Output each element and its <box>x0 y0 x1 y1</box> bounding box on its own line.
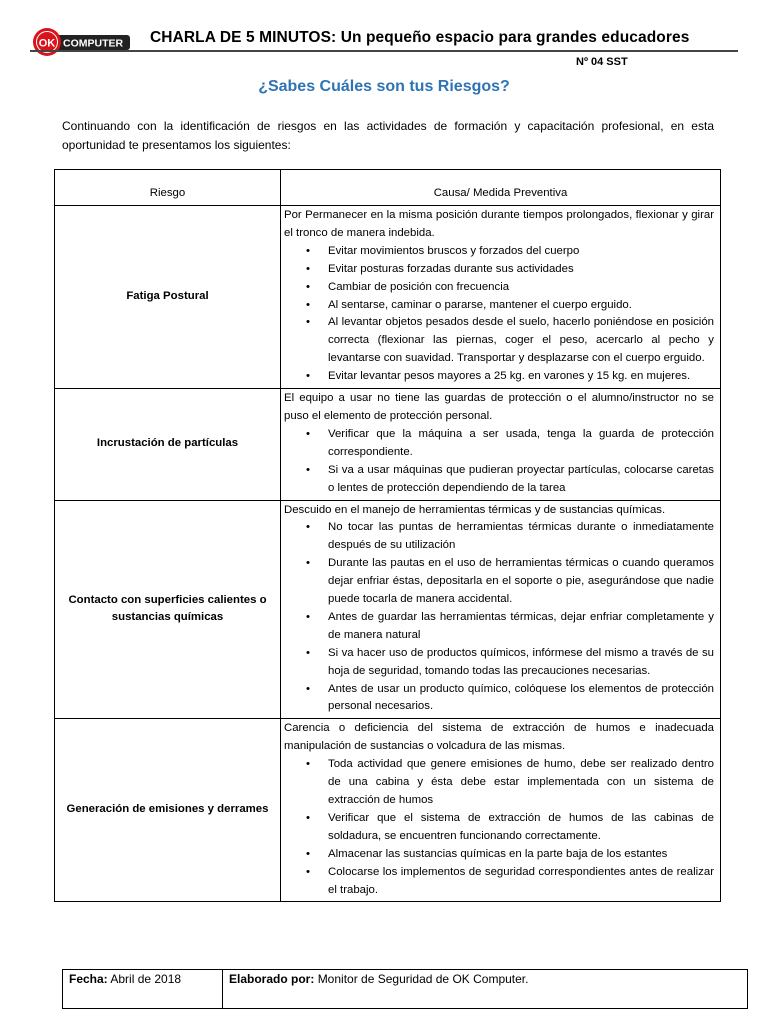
risk-measures-cell <box>281 389 721 500</box>
footer-table <box>62 969 748 1009</box>
header-title: CHARLA DE 5 MINUTOS: Un pequeño espacio para grandes educadores <box>150 29 690 46</box>
risk-table-body <box>55 206 721 902</box>
list-item: • Verificar que el sistema de extracción de humos de las cabinas de soldadura, se encuentren funcionando correctamente. <box>306 810 714 846</box>
risk-name: Contacto con superficies calientes o sustancias químicas <box>55 500 281 719</box>
table-row <box>55 206 721 389</box>
svg-text:COMPUTER: COMPUTER <box>63 37 124 50</box>
measure-list <box>306 756 714 899</box>
risk-name: Generación de emisiones y derrames <box>55 719 281 902</box>
table-row <box>55 389 721 500</box>
date-value: Abril de 2018 <box>110 972 182 986</box>
list-item: • Verificar que la máquina a ser usada, tenga la guarda de protección correspondiente. <box>306 426 714 462</box>
risk-cause: Por Permanecer en la misma posición durante tiempos prolongados, flexionar y girar el tronco de manera indebida. <box>284 209 714 239</box>
list-item: • Evitar levantar pesos mayores a 25 kg. en varones y 15 kg. en mujeres. <box>306 368 714 386</box>
list-item: • Colocarse los implementos de seguridad correspondientes antes de realizar el trabajo. <box>306 864 714 900</box>
list-item: • Antes de usar un producto químico, colóquese los elementos de protección personal necesarios. <box>306 681 714 717</box>
measure-list <box>306 243 714 386</box>
footer-date-cell <box>63 970 223 1009</box>
list-item: • Toda actividad que genere emisiones de humo, debe ser realizado dentro de una cabina y ésta debe estar implementada con un sistema de extracción de humos <box>306 756 714 810</box>
list-item: • Cambiar de posición con frecuencia <box>306 279 714 297</box>
ok-computer-logo <box>32 26 132 60</box>
header-divider <box>30 50 738 52</box>
risk-measures-cell <box>281 719 721 902</box>
date-label: Fecha: <box>69 972 108 986</box>
page-title: ¿Sabes Cuáles son tus Riesgos? <box>258 78 510 95</box>
list-item: • No tocar las puntas de herramientas térmicas durante o inmediatamente después de su utilización <box>306 519 714 555</box>
author-label: Elaborado por: <box>229 972 315 986</box>
risk-name: Incrustación de partículas <box>55 389 281 500</box>
risk-table-header <box>55 170 721 206</box>
risk-name: Fatiga Postural <box>55 206 281 389</box>
list-item: • Antes de guardar las herramientas térmicas, dejar enfriar completamente y de manera natural <box>306 609 714 645</box>
list-item: • Si va hacer uso de productos químicos, infórmese del mismo a través de su hoja de seguridad, tomando todas las precauciones necesarias. <box>306 645 714 681</box>
svg-text:OK: OK <box>38 37 56 50</box>
risk-cause: Carencia o deficiencia del sistema de extracción de humos e inadecuada manipulación de sustancias o volcadura de las mismas. <box>284 722 714 753</box>
list-item: • Almacenar las sustancias químicas en la parte baja de los estantes <box>306 846 714 864</box>
footer-author-cell <box>223 970 748 1009</box>
list-item: • Durante las pautas en el uso de herramientas térmicas o cuando queramos dejar enfriar éstas, depositarla en el soporte o pie, asegurándose que nadie puede tocarla de manera accidental. <box>306 555 714 609</box>
measure-list <box>306 519 714 716</box>
risk-cause: El equipo a usar no tiene las guardas de protección o el alumno/instructor no se puso el elemento de protección personal. <box>284 392 714 422</box>
risk-table <box>54 169 721 902</box>
table-row <box>55 719 721 902</box>
list-item: • Al levantar objetos pesados desde el suelo, hacerlo poniéndose en posición correcta (flexionar las piernas, coger el peso, acercarlo al pecho y levantarse con suavidad. Transportar y desplazarse con el cuerpo erguido. <box>306 314 714 368</box>
header-risk: Riesgo <box>55 170 281 206</box>
risk-measures-cell <box>281 206 721 389</box>
list-item: • Al sentarse, caminar o pararse, mantener el cuerpo erguido. <box>306 297 714 315</box>
header-measure: Causa/ Medida Preventiva <box>281 170 721 206</box>
ok-computer-logo-icon <box>32 26 132 60</box>
list-item: • Si va a usar máquinas que pudieran proyectar partículas, colocarse caretas o lentes de protección dependiendo de la tarea <box>306 462 714 498</box>
list-item: • Evitar posturas forzadas durante sus actividades <box>306 261 714 279</box>
document-number: Nº 04 SST <box>576 56 628 68</box>
risk-measures-cell <box>281 500 721 719</box>
intro-paragraph: Continuando con la identificación de riesgos en las actividades de formación y capacitación profesional, en esta oportunidad te presentamos los siguientes: <box>62 119 714 152</box>
risk-cause: Descuido en el manejo de herramientas térmicas y de sustancias químicas. <box>284 503 666 516</box>
measure-list <box>306 426 714 498</box>
list-item: • Evitar movimientos bruscos y forzados del cuerpo <box>306 243 714 261</box>
table-row <box>55 500 721 719</box>
author-value: Monitor de Seguridad de OK Computer. <box>317 972 529 986</box>
